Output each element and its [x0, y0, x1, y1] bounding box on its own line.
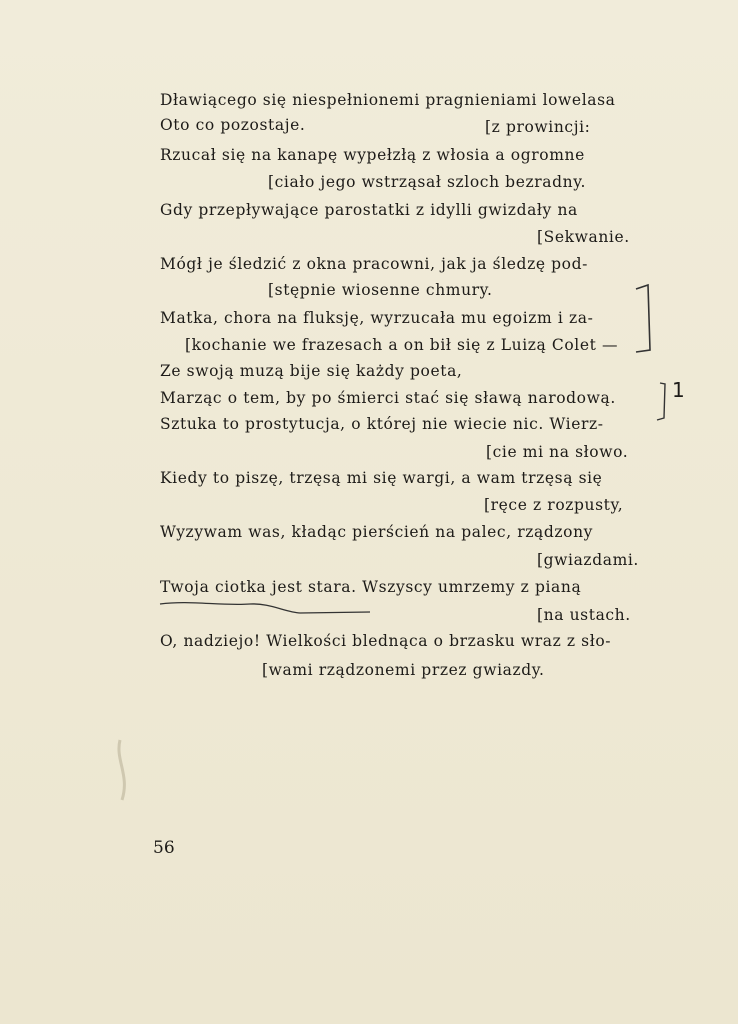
poem-line: Oto co pozostaje. [160, 116, 306, 134]
page-number: 56 [153, 838, 175, 858]
poem-line: [ręce z rozpusty, [484, 496, 624, 514]
poem-line: Mógł je śledzić z okna pracowni, jak ja śledzę pod- [160, 255, 588, 273]
poem-line: Wyzywam was, kładąc pierścień na palec, rządzony [160, 523, 594, 541]
poem-line: Gdy przepływające parostatki z idylli gwizdały na [160, 201, 578, 219]
margin-bracket-mark [657, 383, 665, 420]
poem-line: Ze swoją muzą bije się każdy poeta, [160, 362, 463, 380]
poem-line: [z prowincji: [485, 118, 591, 136]
poem-line: Twoja ciotka jest stara. Wszyscy umrzemy z pianą [160, 578, 582, 596]
poem-line: [Sekwanie. [537, 228, 630, 246]
poem-line: Marząc o tem, by po śmierci stać się sławą narodową. [160, 389, 616, 407]
poem-line: [ciało jego wstrząsał szloch bezradny. [268, 173, 587, 191]
margin-bracket-mark [636, 285, 650, 352]
poem-line: Dławiącego się niespełnionemi pragnieniami lowelasa [160, 91, 616, 109]
margin-note: 1 [672, 378, 686, 402]
poem-line: [na ustach. [537, 606, 631, 624]
pencil-scribble-mark [119, 740, 124, 800]
poem-line: [gwiazdami. [537, 551, 639, 569]
poem-line: Rzucał się na kanapę wypełzłą z włosia a ogromne [160, 146, 585, 164]
underline-mark [160, 603, 370, 613]
poem-line: Kiedy to piszę, trzęsą mi się wargi, a wam trzęsą się [160, 469, 603, 487]
poem-line: [cie mi na słowo. [486, 443, 629, 461]
poem-line: Sztuka to prostytucja, o której nie wiecie nic. Wierz- [160, 415, 604, 433]
poem-line: [stępnie wiosenne chmury. [268, 281, 493, 299]
poem-line: O, nadziejo! Wielkości blednąca o brzasku wraz z sło- [160, 632, 612, 650]
poem-line: Matka, chora na fluksję, wyrzucała mu egoizm i za- [160, 309, 594, 327]
poem-line: [wami rządzonemi przez gwiazdy. [262, 661, 545, 679]
poem-line: [kochanie we frazesach a on bił się z Luizą Colet — [185, 336, 619, 354]
